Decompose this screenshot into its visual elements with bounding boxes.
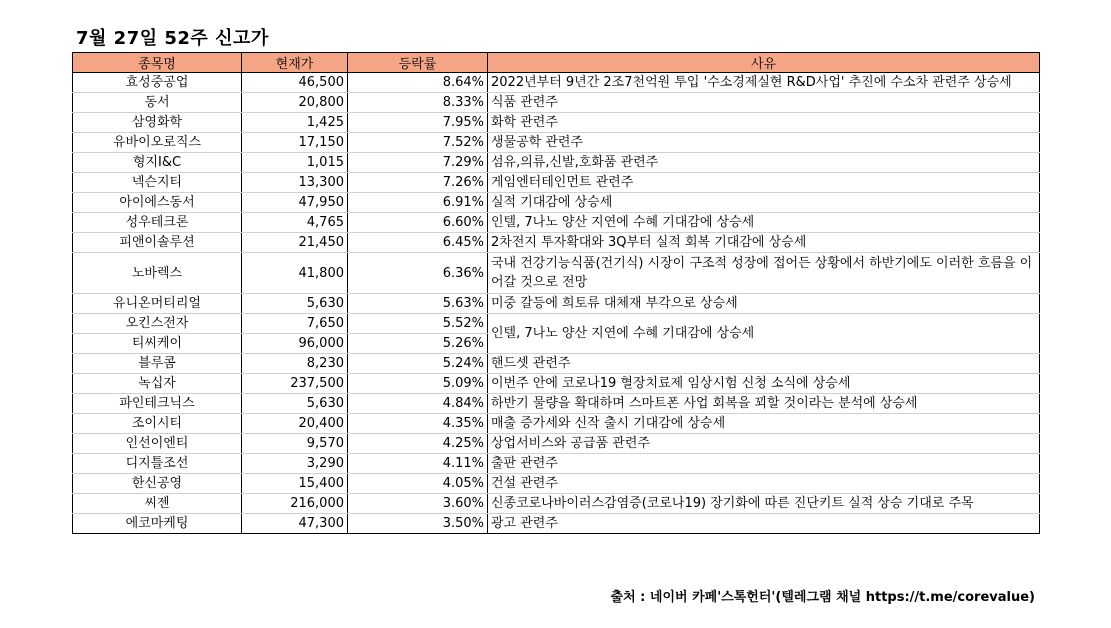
source-credit: 출처 : 네이버 카페'스톡헌터'(텔레그램 채널 https://t.me/corevalue) xyxy=(610,590,1035,605)
table-row xyxy=(73,173,1040,193)
stock-change: 8.64% xyxy=(348,73,488,93)
table-row xyxy=(73,414,1040,434)
stock-name: 에코마케팅 xyxy=(73,514,242,534)
stock-reason: 인텔, 7나노 양산 지연에 수혜 기대감에 상승세 xyxy=(488,213,1040,233)
stock-reason: 핸드셋 관련주 xyxy=(488,354,1040,374)
stock-reason: 2022년부터 9년간 2조7천억원 투입 '수소경제실현 R&D사업' 추진에 수소차 관련주 상승세 xyxy=(488,73,1040,93)
stock-price: 4,765 xyxy=(242,213,348,233)
stock-change: 4.35% xyxy=(348,414,488,434)
table-row xyxy=(73,314,1040,334)
table-row xyxy=(73,434,1040,454)
stock-price: 46,500 xyxy=(242,73,348,93)
stock-change: 6.36% xyxy=(348,253,488,294)
stock-price: 3,290 xyxy=(242,454,348,474)
table-row xyxy=(73,454,1040,474)
stock-name: 디지틀조선 xyxy=(73,454,242,474)
stock-change: 5.24% xyxy=(348,354,488,374)
stock-reason: 실적 기대감에 상승세 xyxy=(488,193,1040,213)
stock-change: 7.29% xyxy=(348,153,488,173)
stock-change: 4.05% xyxy=(348,474,488,494)
stock-change: 4.84% xyxy=(348,394,488,414)
stock-change: 5.26% xyxy=(348,334,488,354)
stock-reason: 매출 증가세와 신작 출시 기대감에 상승세 xyxy=(488,414,1040,434)
table-row xyxy=(73,374,1040,394)
table-row xyxy=(73,494,1040,514)
stock-price: 5,630 xyxy=(242,294,348,314)
stock-reason: 신종코로나바이러스감염증(코로나19) 장기화에 따른 진단키트 실적 상승 기대로 주목 xyxy=(488,494,1040,514)
stock-price: 17,150 xyxy=(242,133,348,153)
stock-reason: 광고 관련주 xyxy=(488,514,1040,534)
stock-price: 15,400 xyxy=(242,474,348,494)
stock-change: 6.45% xyxy=(348,233,488,253)
stock-name: 오킨스전자 xyxy=(73,314,242,334)
table-row xyxy=(73,213,1040,233)
header-change: 등락률 xyxy=(348,53,488,73)
stock-change: 5.09% xyxy=(348,374,488,394)
stock-name: 조이시티 xyxy=(73,414,242,434)
stock-change: 6.60% xyxy=(348,213,488,233)
stock-reason: 화학 관련주 xyxy=(488,113,1040,133)
table-row xyxy=(73,233,1040,253)
stock-name: 노바렉스 xyxy=(73,253,242,294)
table-header-row xyxy=(73,53,1040,73)
stock-price: 21,450 xyxy=(242,233,348,253)
stock-price: 7,650 xyxy=(242,314,348,334)
stock-change: 7.95% xyxy=(348,113,488,133)
stock-price: 237,500 xyxy=(242,374,348,394)
stock-reason: 생물공학 관련주 xyxy=(488,133,1040,153)
stock-reason: 상업서비스와 공급품 관련주 xyxy=(488,434,1040,454)
stock-name: 형지I&C xyxy=(73,153,242,173)
table-row xyxy=(73,73,1040,93)
stock-change: 8.33% xyxy=(348,93,488,113)
stock-name: 씨젠 xyxy=(73,494,242,514)
stock-reason: 미중 갈등에 희토류 대체재 부각으로 상승세 xyxy=(488,294,1040,314)
stock-name: 한신공영 xyxy=(73,474,242,494)
stock-reason: 하반기 물량을 확대하며 스마트폰 사업 회복을 꾀할 것이라는 분석에 상승세 xyxy=(488,394,1040,414)
stock-price: 96,000 xyxy=(242,334,348,354)
stock-change: 3.50% xyxy=(348,514,488,534)
stock-name: 유니온머티리얼 xyxy=(73,294,242,314)
stock-change: 7.52% xyxy=(348,133,488,153)
stock-reason: 게임엔터테인먼트 관련주 xyxy=(488,173,1040,193)
table-row xyxy=(73,113,1040,133)
stock-change: 7.26% xyxy=(348,173,488,193)
table-row xyxy=(73,253,1040,294)
stock-name: 아이에스동서 xyxy=(73,193,242,213)
stock-name: 인선이엔티 xyxy=(73,434,242,454)
stock-price: 41,800 xyxy=(242,253,348,294)
stock-price: 9,570 xyxy=(242,434,348,454)
stock-name: 티씨케이 xyxy=(73,334,242,354)
stock-name: 동서 xyxy=(73,93,242,113)
stock-price: 13,300 xyxy=(242,173,348,193)
stock-change: 5.52% xyxy=(348,314,488,334)
stock-reason: 이번주 안에 코로나19 혈장치료제 임상시험 신청 소식에 상승세 xyxy=(488,374,1040,394)
table-row xyxy=(73,394,1040,414)
stock-price: 20,400 xyxy=(242,414,348,434)
stock-price: 216,000 xyxy=(242,494,348,514)
stock-table xyxy=(72,52,1040,534)
stock-reason: 인텔, 7나노 양산 지연에 수혜 기대감에 상승세 xyxy=(488,314,1040,354)
stock-reason: 식품 관련주 xyxy=(488,93,1040,113)
stock-change: 4.25% xyxy=(348,434,488,454)
stock-name: 파인테크닉스 xyxy=(73,394,242,414)
stock-name: 삼영화학 xyxy=(73,113,242,133)
header-price: 현재가 xyxy=(242,53,348,73)
table-row xyxy=(73,514,1040,534)
stock-change: 3.60% xyxy=(348,494,488,514)
stock-price: 47,300 xyxy=(242,514,348,534)
stock-name: 효성중공업 xyxy=(73,73,242,93)
stock-name: 블루콤 xyxy=(73,354,242,374)
stock-reason: 2차전지 투자확대와 3Q부터 실적 회복 기대감에 상승세 xyxy=(488,233,1040,253)
stock-name: 성우테크론 xyxy=(73,213,242,233)
stock-reason: 건설 관련주 xyxy=(488,474,1040,494)
table-row xyxy=(73,153,1040,173)
stock-name: 녹십자 xyxy=(73,374,242,394)
stock-name: 피앤이솔루션 xyxy=(73,233,242,253)
stock-name: 유바이오로직스 xyxy=(73,133,242,153)
stock-change: 6.91% xyxy=(348,193,488,213)
stock-change: 4.11% xyxy=(348,454,488,474)
stock-name: 넥슨지티 xyxy=(73,173,242,193)
table-row xyxy=(73,474,1040,494)
page-title: 7월 27일 52주 신고가 xyxy=(76,28,269,49)
header-reason: 사유 xyxy=(488,53,1040,73)
stock-reason: 섬유,의류,신발,호화품 관련주 xyxy=(488,153,1040,173)
stock-price: 5,630 xyxy=(242,394,348,414)
stock-reason: 국내 건강기능식품(건기식) 시장이 구조적 성장에 접어든 상황에서 하반기에도 이러한 흐름을 이어갈 것으로 전망 xyxy=(488,253,1040,294)
stock-change: 5.63% xyxy=(348,294,488,314)
stock-price: 1,015 xyxy=(242,153,348,173)
table-row xyxy=(73,354,1040,374)
table-row xyxy=(73,133,1040,153)
header-name: 종목명 xyxy=(73,53,242,73)
stock-price: 1,425 xyxy=(242,113,348,133)
stock-reason: 출판 관련주 xyxy=(488,454,1040,474)
table-row xyxy=(73,294,1040,314)
stock-price: 8,230 xyxy=(242,354,348,374)
stock-price: 20,800 xyxy=(242,93,348,113)
table-row xyxy=(73,193,1040,213)
table-row xyxy=(73,93,1040,113)
stock-price: 47,950 xyxy=(242,193,348,213)
